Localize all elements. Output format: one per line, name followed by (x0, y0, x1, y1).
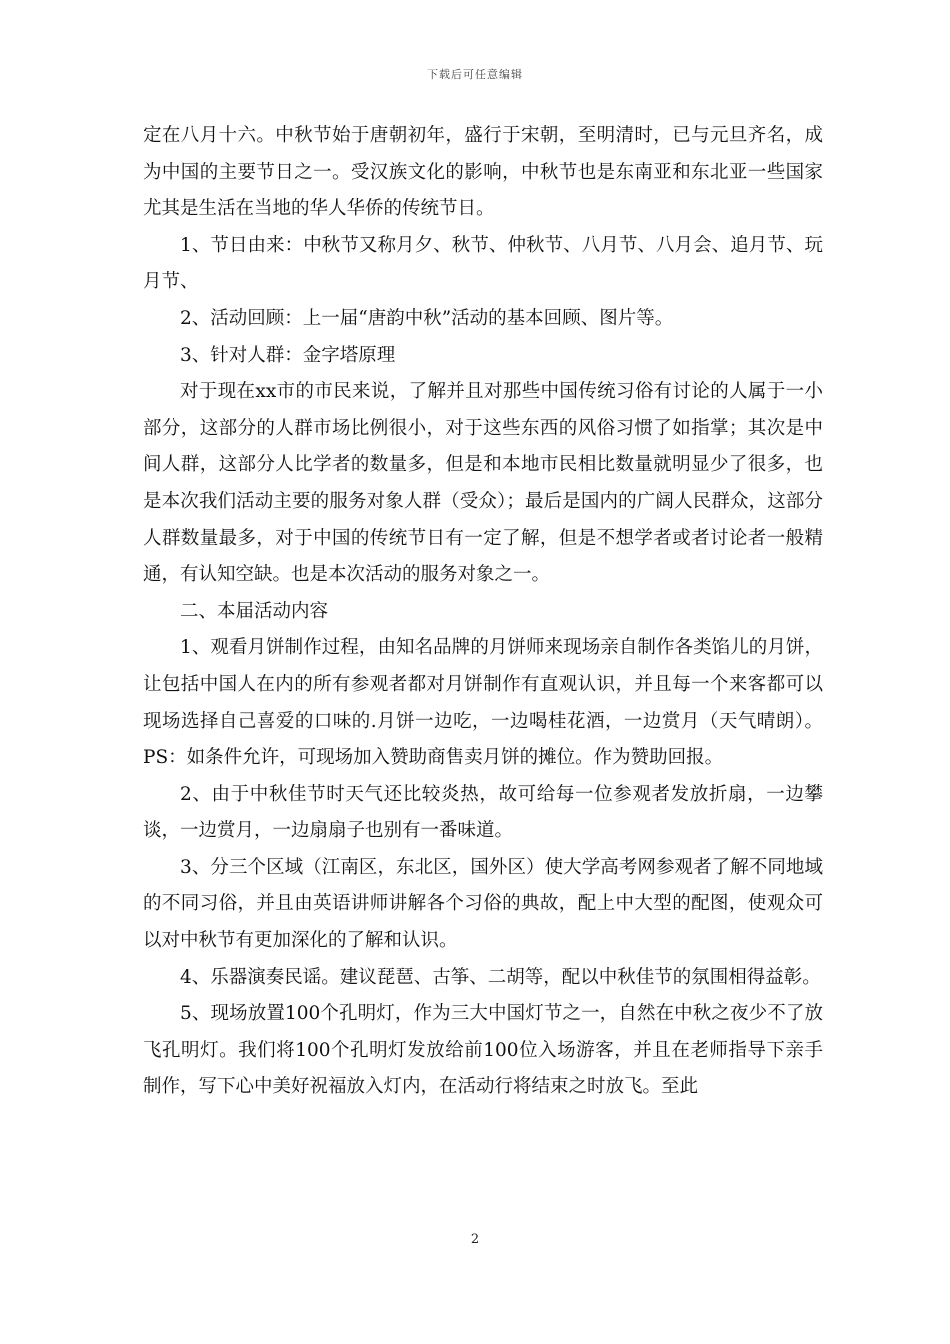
paragraph-item-3: 3、分三个区域（江南区，东北区，国外区）使大学高考网参观者了解不同地域的不同习俗，并且由英语讲师讲解各个习俗的典故，配上中大型的配图，使观众可以对中秋节有更加深化的了解和认识。 (143, 856, 823, 952)
paragraph-review: 2、活动回顾：上一届“唐韵中秋”活动的基本回顾、图片等。 (180, 307, 674, 329)
paragraph-audience-detail: 对于现在xx市的市民来说，了解并且对那些中国传统习俗有讨论的人属于一小部分，这部分的人群市场比例很小，对于这些东西的风俗习惯了如指掌；其次是中间人群，这部分人比学者的数量多，但是和本地市民相比数量就明显少了很多，也是本次我们活动主要的服务对象人群（受众）；最后是国内的广阔人民群众，这部分人群数量最多，对于中国的传统节日有一定了解，但是不想学者或者讨论者一般精通，有认知空缺。也是本次活动的服务对象之一。 (143, 381, 823, 586)
paragraph-item-1: 1、观看月饼制作过程，由知名品牌的月饼师来现场亲自制作各类馅儿的月饼，让包括中国人在内的所有参观者都对月饼制作有直观认识，并且每一个来客都可以现场选择自己喜爱的口味的.月饼一边吃，一边喝桂花酒，一边赏月（天气晴朗）。PS：如条件允许，可现场加入赞助商售卖月饼的摊位。作为赞助回报。 (143, 637, 823, 769)
section-heading: 二、本届活动内容 (180, 600, 329, 622)
paragraph-target-audience: 3、针对人群：金字塔原理 (180, 344, 396, 366)
paragraph-continuation: 定在八月十六。中秋节始于唐朝初年，盛行于宋朝，至明清时，已与元旦齐名，成为中国的主要节日之一。受汉族文化的影响，中秋节也是东南亚和东北亚一些国家尤其是生活在当地的华人华侨的传统节日。 (143, 125, 823, 220)
document-body (143, 118, 823, 1106)
page-header: 下载后可任意编辑 (427, 68, 523, 81)
paragraph-item-2: 2、由于中秋佳节时天气还比较炎热，故可给每一位参观者发放折扇，一边攀谈，一边赏月，一边扇扇子也别有一番味道。 (143, 783, 823, 842)
page-number: 2 (470, 1232, 480, 1247)
paragraph-origin: 1、节日由来：中秋节又称月夕、秋节、仲秋节、八月节、八月会、追月节、玩月节、 (143, 234, 823, 293)
paragraph-item-4: 4、乐器演奏民谣。建议琵琶、古筝、二胡等，配以中秋佳节的氛围相得益彰。 (180, 966, 821, 988)
paragraph-item-5: 5、现场放置100个孔明灯，作为三大中国灯节之一，自然在中秋之夜少不了放飞孔明灯。我们将100个孔明灯发放给前100位入场游客，并且在老师指导下亲手制作，写下心中美好祝福放入灯内，在活动行将结束之时放飞。至此 (143, 1003, 823, 1098)
